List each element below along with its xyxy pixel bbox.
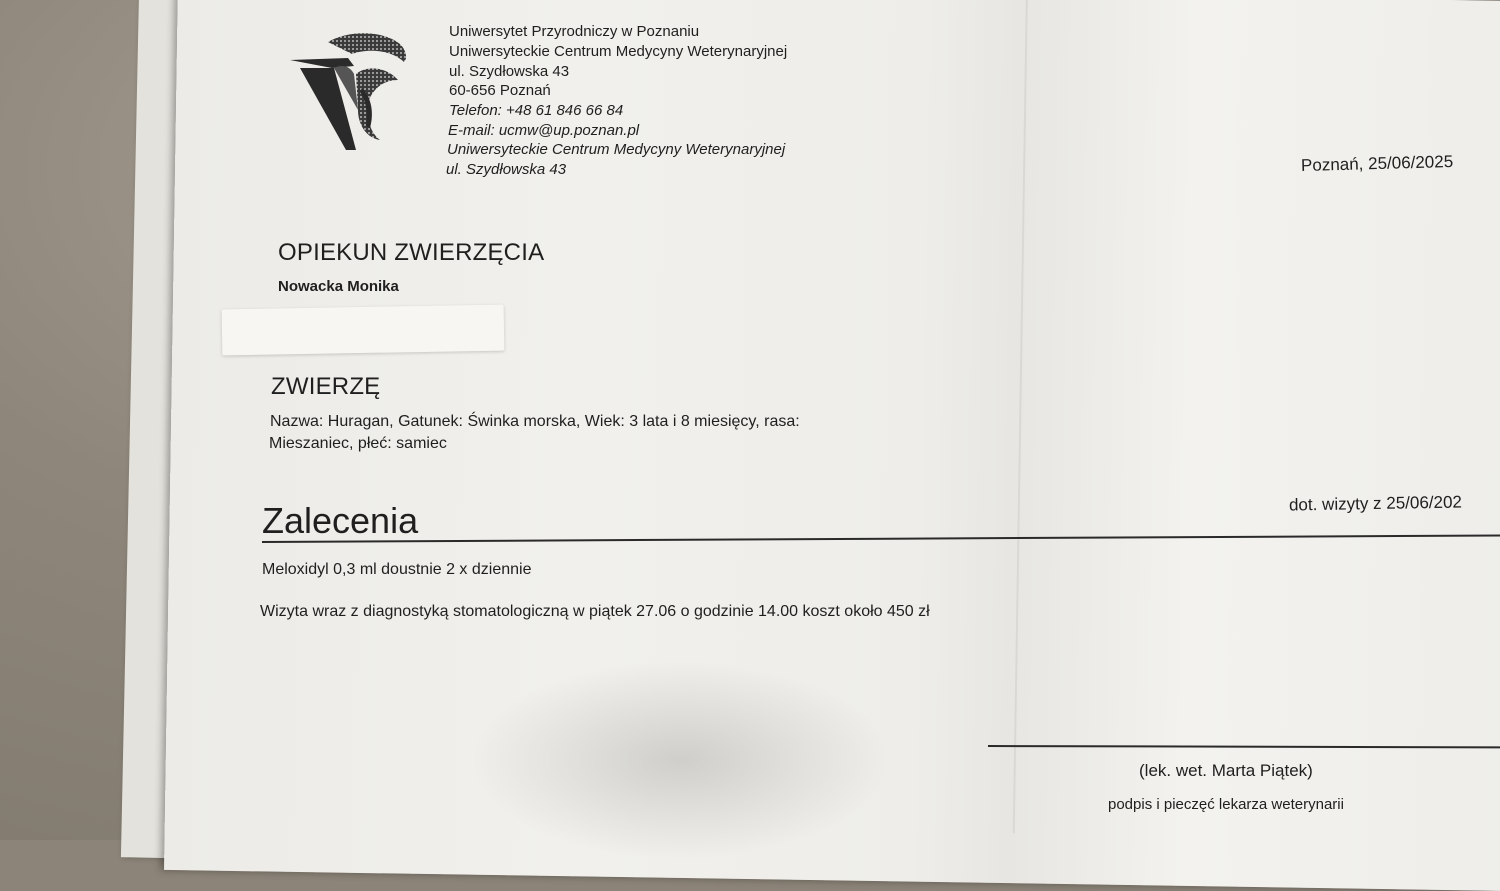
animal-heading: ZWIERZĘ	[271, 373, 381, 400]
city-date: Poznań, 25/06/2025	[1300, 152, 1454, 175]
animal-details-line2: Mieszaniec, płeć: samiec	[269, 435, 447, 452]
header-street-italic: ul. Szydłowska 43	[446, 161, 567, 178]
bird-logo-icon	[288, 28, 418, 153]
signature-name: (lek. wet. Marta Piątek)	[1139, 761, 1313, 780]
header-postal: 60-656 Poznań	[449, 82, 551, 99]
recommendation-item: Wizyta wraz z diagnostyką stomatologiczną w piątek 27.06 o godzinie 14.00 koszt około 450 zł	[260, 603, 930, 620]
animal-details-line1: Nazwa: Huragan, Gatunek: Świnka morska, Wiek: 3 lata i 8 miesięcy, rasa:	[270, 413, 800, 430]
owner-heading: OPIEKUN ZWIERZĘCIA	[278, 239, 545, 266]
shadow	[470, 660, 890, 860]
recommendation-item: Meloxidyl 0,3 ml doustnie 2 x dziennie	[262, 561, 532, 578]
recommendations-title: Zalecenia	[262, 500, 419, 541]
header-university: Uniwersytet Przyrodniczy w Poznaniu	[449, 23, 700, 40]
redaction-strip	[222, 305, 505, 356]
header-center-italic: Uniwersyteckie Centrum Medycyny Weterynaryjnej	[447, 141, 786, 158]
header-street: ul. Szydłowska 43	[449, 63, 570, 80]
visit-date: dot. wizyty z 25/06/202	[1288, 492, 1463, 515]
header-center: Uniwersyteckie Centrum Medycyny Weterynaryjnej	[449, 43, 788, 60]
paper-fold	[1013, 0, 1028, 833]
owner-name: Nowacka Monika	[278, 278, 399, 295]
header-email: E-mail: ucmw@up.poznan.pl	[448, 122, 640, 139]
signature-caption: podpis i pieczęć lekarza weterynarii	[1108, 796, 1344, 813]
header-phone: Telefon: +48 61 846 66 84	[449, 102, 624, 119]
